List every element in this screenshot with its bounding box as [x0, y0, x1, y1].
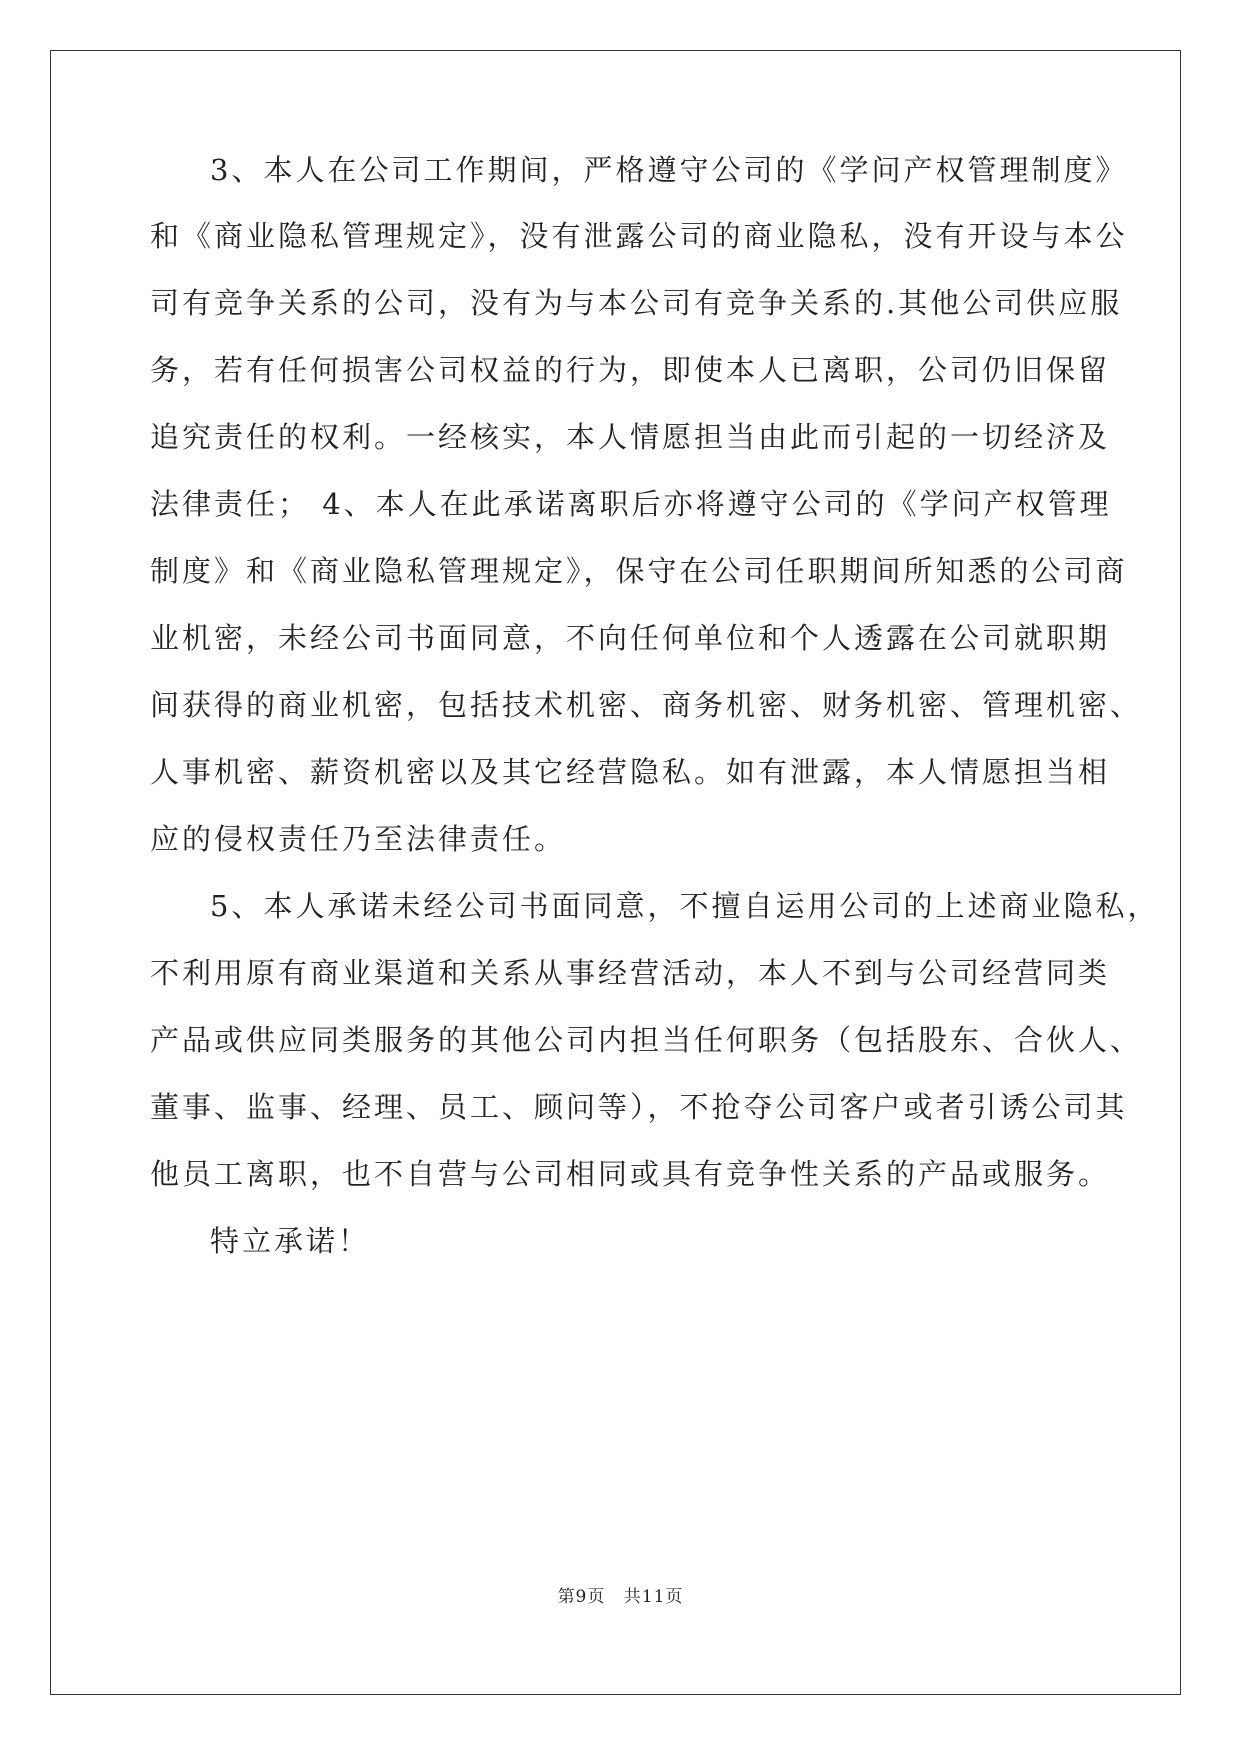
- paragraph-line: 董事、监事、经理、员工、顾问等），不抢夺公司客户或者引诱公司其: [150, 1090, 1128, 1124]
- page-number: 第9页: [557, 1587, 606, 1607]
- paragraph-line: 人事机密、薪资机密以及其它经营隐私。如有泄露，本人情愿担当相: [150, 755, 1111, 789]
- closing-line: 特立承诺！: [210, 1224, 371, 1258]
- paragraph-line: 5、本人承诺未经公司书面同意，不擅自运用公司的上述商业隐私，: [210, 889, 1160, 923]
- paragraph-line: 应的侵权责任乃至法律责任。: [150, 822, 567, 856]
- paragraph-line: 业机密，未经公司书面同意，不向任何单位和个人透露在公司就职期: [150, 621, 1111, 655]
- paragraph-line: 产品或供应同类服务的其他公司内担当任何职务（包括股东、合伙人、: [150, 1023, 1143, 1057]
- paragraph-line: 他员工离职，也不自营与公司相同或具有竞争性关系的产品或服务。: [150, 1157, 1111, 1191]
- paragraph-line: 制度》和《商业隐私管理规定》，保守在公司任职期间所知悉的公司商: [150, 554, 1128, 588]
- page-footer: [0, 1585, 1241, 1609]
- paragraph-line: 务，若有任何损害公司权益的行为，即使本人已离职，公司仍旧保留: [150, 353, 1111, 387]
- paragraph-line: 追究责任的权利。一经核实，本人情愿担当由此而引起的一切经济及: [150, 420, 1111, 454]
- paragraph-line: 间获得的商业机密，包括技术机密、商务机密、财务机密、管理机密、: [150, 688, 1143, 722]
- paragraph-line: 不利用原有商业渠道和关系从事经营活动，本人不到与公司经营同类: [150, 956, 1111, 990]
- paragraph-line: 法律责任； 4、本人在此承诺离职后亦将遵守公司的《学问产权管理: [150, 487, 1112, 521]
- paragraph-line: 司有竞争关系的公司，没有为与本公司有竞争关系的.其他公司供应服: [150, 286, 1123, 320]
- page-total: 共11页: [623, 1587, 684, 1607]
- paragraph-line: 3、本人在公司工作期间，严格遵守公司的《学问产权管理制度》: [210, 153, 1128, 187]
- paragraph-line: 和《商业隐私管理规定》，没有泄露公司的商业隐私，没有开设与本公: [150, 219, 1128, 253]
